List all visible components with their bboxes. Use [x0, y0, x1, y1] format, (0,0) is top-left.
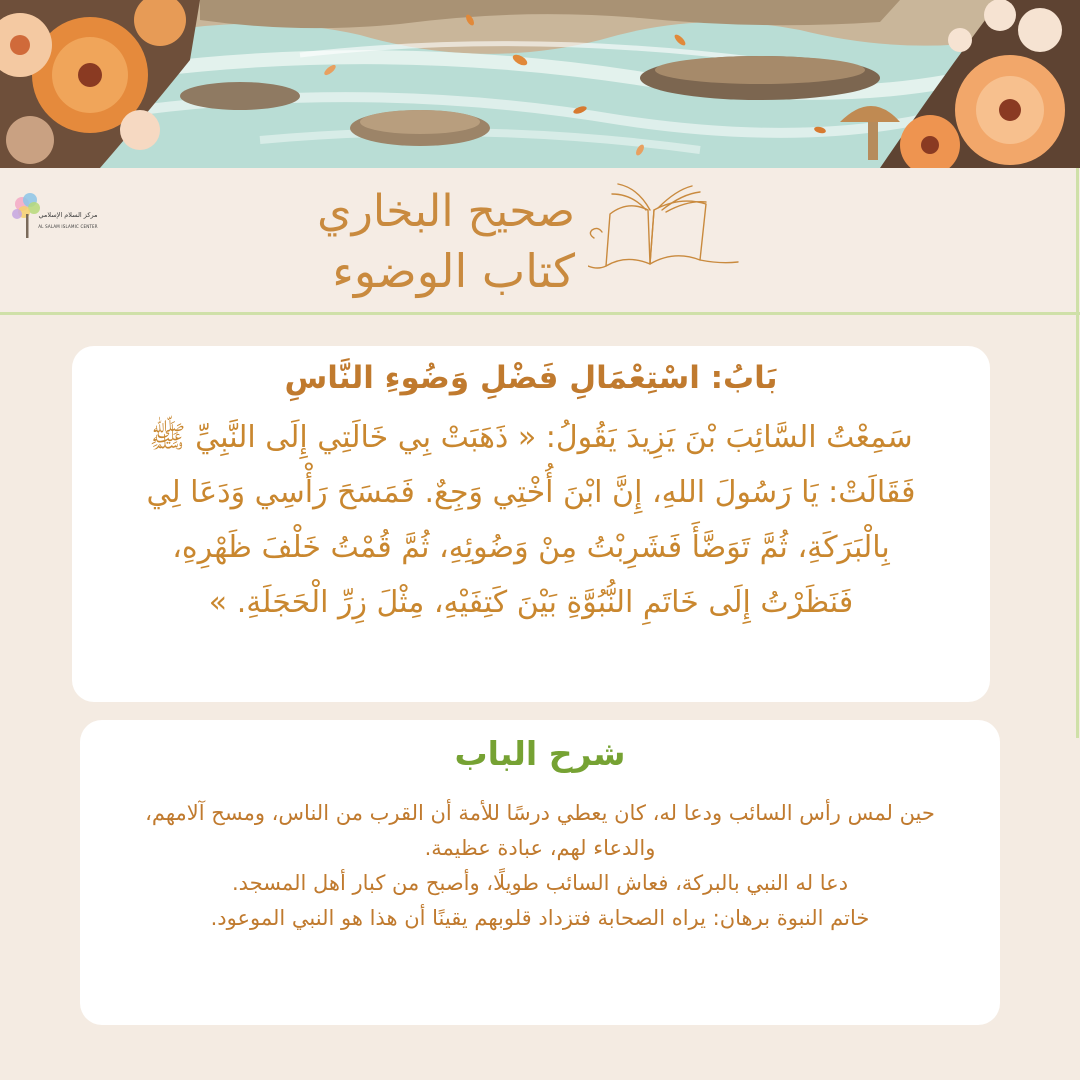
- page-title-book: كتاب الوضوء: [332, 244, 575, 298]
- banner-illustration: [0, 0, 1080, 168]
- hadith-text: سَمِعْتُ السَّائِبَ بْنَ يَزِيدَ يَقُولُ: « ذَهَبَتْ بِي خَالَتِي إِلَى النَّبِيِّ ﷺ فَقَالَتْ: يَا رَسُولَ اللهِ، إِنَّ ابْنَ أُخْتِي وَجِعٌ. فَمَسَحَ رَأْسِي وَدَعَا لِي بِالْبَرَكَةِ، ثُمَّ تَوَضَّأَ فَشَرِبْتُ مِنْ وَضُوئِهِ، ثُمَّ قُمْتُ خَلْفَ ظَهْرِهِ، فَنَظَرْتُ إِلَى خَاتَمِ النُّبُوَّةِ بَيْنَ كَتِفَيْهِ، مِثْلَ زِرِّ الْحَجَلَةِ. »: [146, 420, 916, 620]
- right-edge-rule: [1076, 168, 1079, 738]
- explanation-paragraph: حين لمس رأس السائب ودعا له، كان يعطي درسًا للأمة أن القرب من الناس، ومسح آلامهم، والدعاء لهم، عبادة عظيمة.: [145, 801, 935, 860]
- explanation-paragraph: خاتم النبوة برهان: يراه الصحابة فتزداد قلوبهم يقينًا أن هذا هو النبي الموعود.: [210, 906, 870, 930]
- hadith-card: [72, 346, 990, 702]
- explanation-paragraph: دعا له النبي بالبركة، فعاش السائب طويلًا، وأصبح من كبار أهل المسجد.: [231, 871, 849, 895]
- logo-name: مركز السلام الإسلامي: [38, 211, 98, 219]
- open-book-icon: [588, 180, 740, 280]
- page-title-collection: صحيح البخاري: [317, 186, 575, 237]
- chapter-heading: بَابُ: اسْتِعْمَالِ فَضْلِ وَضُوءِ النَّاسِ: [284, 360, 778, 396]
- header-divider: [0, 312, 1080, 315]
- logo-subtitle: AL SALAM ISLAMIC CENTER: [38, 224, 98, 229]
- explanation-card: [80, 720, 1000, 1025]
- explanation-heading: شرح الباب: [454, 734, 626, 773]
- explanation-body: [116, 796, 964, 936]
